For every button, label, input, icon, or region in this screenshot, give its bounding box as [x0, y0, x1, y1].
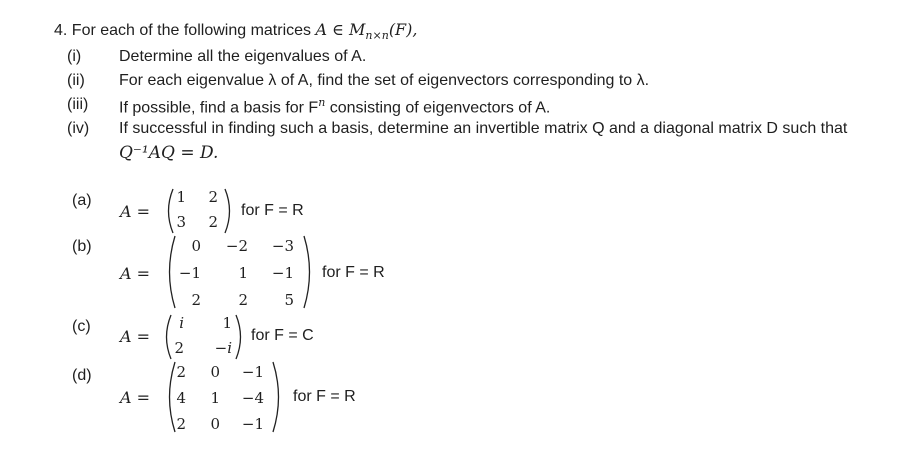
part-d-cell-1-1: 2: [176, 363, 186, 381]
part-b-field: for F = R: [322, 264, 385, 281]
problem-intro-sub: n×n: [365, 29, 389, 43]
step-label-iii: (iii): [67, 96, 89, 113]
part-a-right-paren: [223, 187, 235, 235]
step-label-ii: (ii): [67, 72, 85, 89]
part-c-cell-2-1: 2: [174, 339, 184, 357]
part-a-field: for F = R: [241, 202, 304, 219]
problem-intro-math: A ∈ M: [315, 20, 366, 39]
part-label-d: (d): [72, 367, 92, 384]
part-b-right-paren: [302, 234, 316, 310]
step-text-iii: [119, 96, 550, 117]
part-c-cell-1-1: i: [179, 314, 184, 332]
part-b-cell-2-3: −1: [271, 264, 294, 282]
problem-intro-tail: (F),: [388, 20, 418, 39]
step-text-ii: For each eigenvalue λ of A, find the set of eigenvectors corresponding to λ.: [119, 72, 650, 89]
part-b-cell-1-1: 0: [191, 237, 201, 255]
step-text-iii-b: consisting of eigenvectors of A.: [325, 99, 551, 117]
part-b-cell-3-1: 2: [191, 291, 201, 309]
part-a-cell-2-1: 3: [176, 213, 186, 231]
part-d-cell-3-3: −1: [241, 415, 264, 433]
step-text-iv: If successful in finding such a basis, determine an invertible matrix Q and a diagonal matrix D such that: [119, 120, 848, 137]
part-c-right-paren: [234, 313, 246, 361]
part-b-cell-2-1: −1: [178, 264, 201, 282]
part-d-cell-1-3: −1: [241, 363, 264, 381]
part-c-cell-2-2: −i: [214, 339, 232, 357]
step-text-i: Determine all the eigenvalues of A.: [119, 48, 367, 65]
step-label-iv: (iv): [67, 120, 90, 137]
part-d-cell-2-3: −4: [241, 389, 264, 407]
part-a-lhs: A =: [120, 202, 151, 221]
step-text-iii-sup: n: [318, 96, 326, 109]
part-d-right-paren: [271, 360, 285, 434]
part-c-field: for F = C: [251, 327, 314, 344]
part-a-cell-2-2: 2: [208, 213, 218, 231]
part-d-cell-2-2: 1: [210, 389, 220, 407]
part-a-cell-1-2: 2: [208, 188, 218, 206]
part-label-b: (b): [72, 238, 92, 255]
part-d-cell-1-2: 0: [210, 363, 220, 381]
part-b-cell-1-2: −2: [225, 237, 248, 255]
step-text-iii-a: If possible, find a basis for F: [119, 99, 319, 117]
part-b-cell-1-3: −3: [271, 237, 294, 255]
part-d-cell-3-2: 0: [210, 415, 220, 433]
part-b-cell-3-3: 5: [284, 291, 294, 309]
part-a-cell-1-1: 1: [176, 188, 186, 206]
part-d-lhs: A =: [120, 388, 151, 407]
part-d-cell-2-1: 4: [176, 389, 186, 407]
part-d-cell-3-1: 2: [176, 415, 186, 433]
part-label-a: (a): [72, 192, 92, 209]
part-c-cell-1-2: 1: [222, 314, 232, 332]
part-b-lhs: A =: [120, 264, 151, 283]
part-d-field: for F = R: [293, 388, 356, 405]
part-c-lhs: A =: [120, 327, 151, 346]
step-label-i: (i): [67, 48, 82, 65]
problem-header: [54, 20, 417, 42]
part-label-c: (c): [72, 318, 91, 335]
problem-number: 4.: [54, 22, 68, 39]
part-b-cell-3-2: 2: [238, 291, 248, 309]
problem-intro: For each of the following matrices: [71, 22, 312, 39]
step-text-iv-equation: Q⁻¹AQ = D.: [119, 143, 219, 163]
part-b-cell-2-2: 1: [238, 264, 248, 282]
